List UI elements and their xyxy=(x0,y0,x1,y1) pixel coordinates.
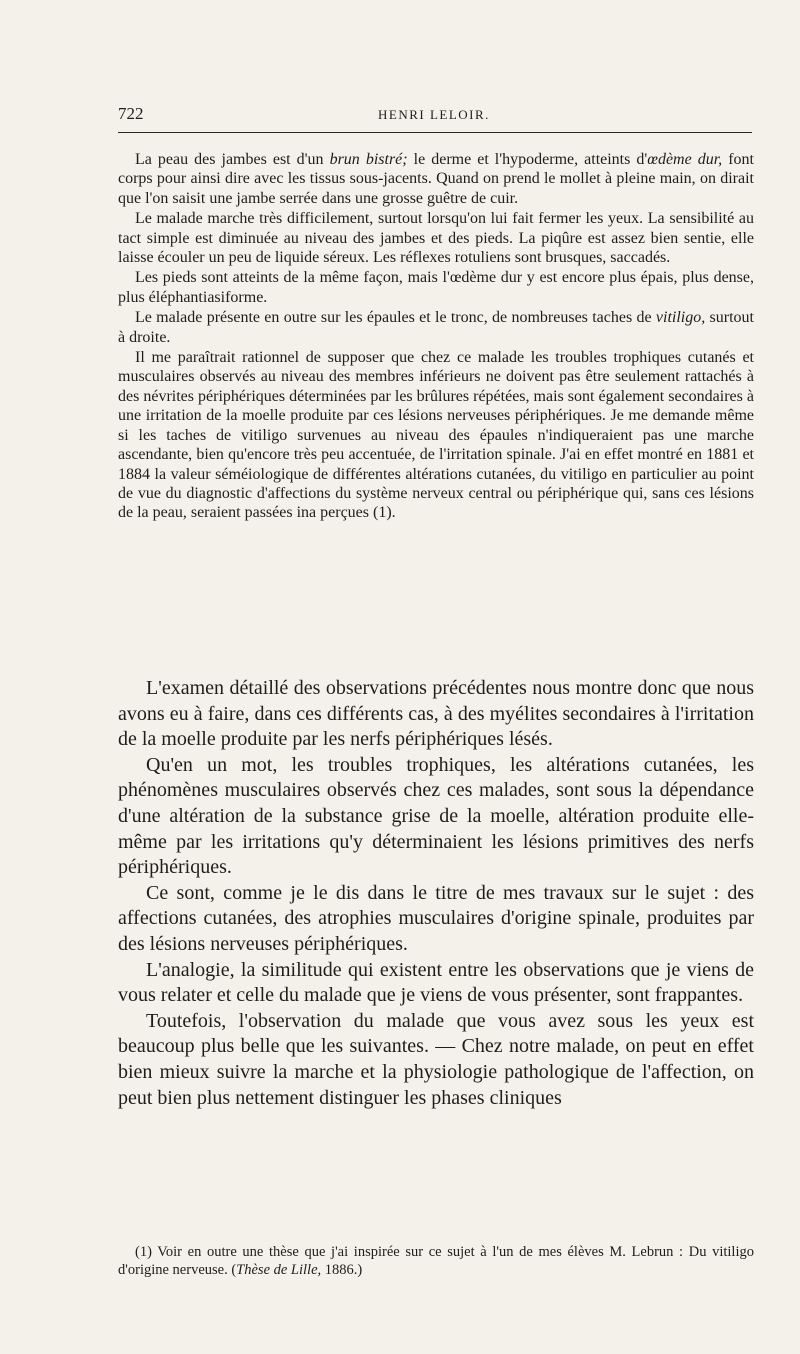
paragraph: Qu'en un mot, les troubles trophiques, les altérations cutanées, les phénomènes musculaires observés chez ces malades, sont sous la dépendance d'une altération de la substance grise de la moelle, altération produite elle-même par les irritations qu'y déterminaient les lésions primitives des nerfs périphériques. xyxy=(118,753,754,879)
main-text xyxy=(118,676,754,1111)
paragraph: Ce sont, comme je le dis dans le titre de mes travaux sur le sujet : des affections cutanées, des atrophies musculaires d'origine spinale, produites par des lésions nerveuses périphériques. xyxy=(118,881,754,955)
paragraph: La peau des jambes est d'un brun bistré; le derme et l'hypoderme, atteints d'œdème dur, font corps pour ainsi dire avec les tissus sous-jacents. Quand on prend le mollet à pleine main, on dirait que l'on saisit une jambe serrée dans une grosse guêtre de cuir. xyxy=(118,151,754,207)
paragraph: Le malade présente en outre sur les épaules et le tronc, de nombreuses taches de vitiligo, surtout à droite. xyxy=(118,309,755,346)
page-header xyxy=(118,100,752,133)
paragraph: Le malade marche très difficilement, surtout lorsqu'on lui fait fermer les yeux. La sensibilité au tact simple est diminuée au niveau des jambes et des pieds. La piqûre est assez bien sentie, elle laisse écouler un peu de liquide séreux. Les réflexes rotuliens sont brusques, saccadés. xyxy=(118,210,754,267)
paragraph: Les pieds sont atteints de la même façon, mais l'œdème dur y est encore plus épais, plus dense, plus éléphantiasiforme. xyxy=(118,269,754,306)
running-head: HENRI LELOIR. xyxy=(378,107,490,122)
paragraph: Il me paraîtrait rationnel de supposer que chez ce malade les troubles trophiques cutanés et musculaires observés au niveau des membres inférieurs ne doivent pas être seulement rattachés à des névrites périphériques déterminées par les brûlures répétées, mais sont également secondaires à une irritation de la moelle produite par ces lésions nerveuses périphériques. Je me demande même si les taches de vitiligo survenues au niveau des épaules n'indiqueraient pas une marche ascendante, bien qu'encore très peu accentuée, de l'irritation spinale. J'ai en effet montré en 1881 et 1884 la valeur séméiologique de différentes altérations cutanées, du vitiligo en particulier au point de vue du diagnostic d'affections du système nerveux central ou périphérique qui, sans ces lésions de la peau, seraient passées ina perçues (1). xyxy=(118,349,754,522)
footnote: (1) Voir en outre une thèse que j'ai inspirée sur ce sujet à l'un de mes élèves M. Lebrun : Du vitiligo d'origine nerveuse. (Thèse de Lille, 1886.) xyxy=(118,1244,754,1278)
page-number: 722 xyxy=(118,104,144,123)
paragraph: L'examen détaillé des observations précédentes nous montre donc que nous avons eu à faire, dans ces différents cas, à des myélites secondaires à l'irritation de la moelle produite par les nerfs périphériques lésés. xyxy=(118,677,754,751)
paragraph: L'analogie, la similitude qui existent entre les observations que je viens de vous relater et celle du malade que je viens de vous présenter, sont frappantes. xyxy=(118,958,754,1007)
observation-text xyxy=(118,150,754,523)
paragraph: Toutefois, l'observation du malade que vous avez sous les yeux est beaucoup plus belle que les suivantes. — Chez notre malade, on peut en effet bien mieux suivre la marche et la physiologie pathologique de l'affection, on peut bien plus nettement distinguer les phases cliniques xyxy=(118,1009,754,1109)
